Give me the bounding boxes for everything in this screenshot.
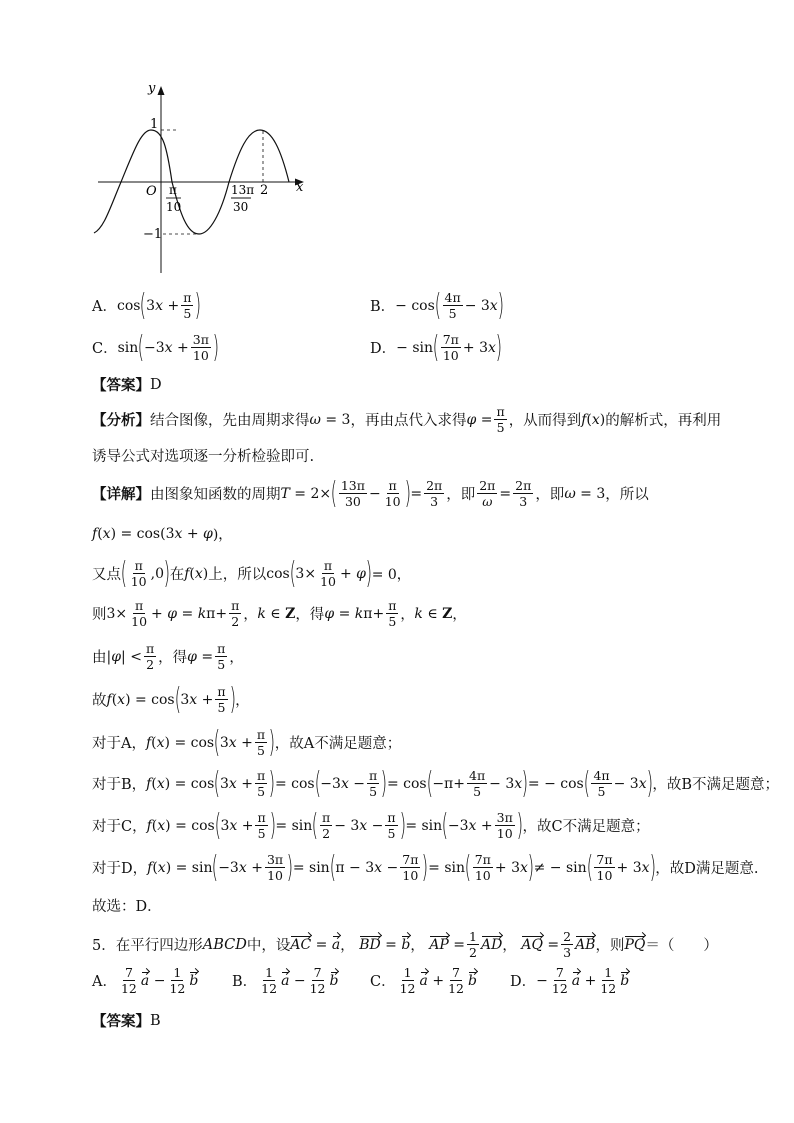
tick-1: 1 bbox=[150, 117, 159, 132]
q4-option-a-label: A． bbox=[92, 299, 117, 315]
detail-a-pre: 对于A， bbox=[92, 736, 146, 752]
origin-label: O bbox=[146, 184, 157, 199]
q4-option-b-formula: − cos ( $\frac{4\pi}{5}$ − 3 x ) bbox=[395, 287, 504, 323]
detail-text2: ，即 bbox=[446, 487, 476, 503]
detail-d-formula: f ( x ) = sin ( −3 x + $\frac{3\pi}{10}$ ) = sin ( π − 3 x − $\frac{7\pi}{10}$ ) = sin ( $\frac{7\pi}{10}$ + 3 x ) ≠ − sin ( $\frac{7\pi}{10}$ + 3 x ) bbox=[147, 849, 656, 885]
detail-tag: 【详解】 bbox=[92, 487, 150, 503]
omega-eq-3: ω = 3 bbox=[309, 411, 351, 428]
choice-text: 故选：D． bbox=[92, 899, 162, 915]
q4-detail-d bbox=[92, 849, 759, 885]
phi-eq-pi5: φ = $\frac{\pi}{5}$ bbox=[466, 404, 505, 435]
cos-eq-0: cos ( 3× $\frac{\pi}{10}$ + φ ) = 0， bbox=[266, 555, 411, 591]
fx-final: f ( x ) = cos ( 3 x + $\frac{\pi}{5}$ ) ， bbox=[106, 681, 250, 717]
q5-option-b-label: B． bbox=[232, 974, 258, 990]
detail-b-post: ，故B不满足题意； bbox=[652, 777, 779, 793]
detail-l4-b: ，得 bbox=[295, 607, 325, 623]
detail-c-formula: f ( x ) = cos ( 3 x + $\frac{\pi}{5}$ ) = sin ( $\frac{\pi}{2}$ − 3 x − $\frac{\pi}{5}$ ) = sin ( −3 x + $\frac{3\pi}{10}$ ) bbox=[146, 807, 523, 843]
q5-option-a bbox=[92, 965, 198, 996]
phi-eq-kpi: 3× $\frac{\pi}{10}$ + φ = k π+ $\frac{\pi}{2}$ ， k ∈ Z bbox=[106, 598, 296, 629]
q5-option-d-label: D． bbox=[510, 974, 537, 990]
tick-neg1: −1 bbox=[143, 227, 163, 242]
detail-a-formula: f ( x ) = cos ( 3 x + $\frac{\pi}{5}$ ) bbox=[145, 724, 276, 760]
tick-2: 2 bbox=[260, 183, 269, 198]
q5-answer bbox=[92, 1010, 161, 1031]
answer-tag: 【答案】 bbox=[92, 378, 150, 394]
period-eq: $\frac{2\pi}{\omega}$ = $\frac{2\pi}{3}$ bbox=[479, 478, 532, 509]
q5-stem-c: ，则 bbox=[595, 938, 625, 954]
q5-stem-d: ＝（ ） bbox=[645, 938, 718, 954]
q4-detail-b bbox=[92, 765, 779, 801]
fx: f ( x ) bbox=[581, 411, 606, 428]
q5-stem bbox=[92, 929, 718, 960]
q4-analysis-line1 bbox=[92, 404, 721, 435]
analysis-line2: 诱导公式对选项逐一分析检验即可. bbox=[92, 449, 315, 465]
tick-pi10-den: 10 bbox=[166, 200, 182, 214]
q4-analysis-line2 bbox=[92, 445, 314, 466]
q5-option-c bbox=[370, 965, 477, 996]
detail-b-formula: f ( x ) = cos ( 3 x + $\frac{\pi}{5}$ ) = cos ( −3 x − $\frac{\pi}{5}$ ) = cos ( −π+ $\frac{4\pi}{5}$ − 3 x ) = − cos ( $\frac{4\pi}{5}$ − 3 x ) bbox=[146, 765, 653, 801]
fx-cos-phi: f ( x ) = cos(3 x + φ )， bbox=[92, 526, 233, 543]
analysis-text4: 的解析式，再利用 bbox=[605, 413, 722, 429]
q5-option-c-formula: $\frac{1}{12}$ a + $\frac{7}{12}$ b bbox=[399, 965, 477, 996]
phi-eq-kpi5: φ = k π+ $\frac{\pi}{5}$ ， k ∈ Z ， bbox=[324, 598, 467, 629]
detail-l6-a: 故 bbox=[92, 693, 107, 709]
analysis-text3: ，从而得到 bbox=[508, 413, 582, 429]
q5-option-a-label: A． bbox=[92, 974, 117, 990]
q4-option-c bbox=[92, 329, 220, 365]
q4-detail-line6 bbox=[92, 681, 250, 717]
detail-c-post: ，故C不满足题意； bbox=[522, 819, 650, 835]
analysis-text2: ，再由点代入求得 bbox=[350, 413, 467, 429]
q4-detail-line1 bbox=[92, 475, 649, 511]
q5-vectors: AC = a ， BD = b ， AP = $\frac{1}{2}$ AD ， AQ = $\frac{2}{3}$ AB bbox=[290, 929, 596, 960]
detail-a-post: ，故A不满足题意； bbox=[274, 736, 402, 752]
phi-pi5: φ = $\frac{\pi}{5}$ ， bbox=[187, 641, 244, 672]
detail-text4: ，所以 bbox=[605, 487, 649, 503]
q5-option-c-label: C． bbox=[370, 974, 396, 990]
q4-option-d-formula: − sin ( $\frac{7\pi}{10}$ + 3 x ) bbox=[396, 329, 502, 365]
detail-b-pre: 对于B， bbox=[92, 777, 147, 793]
q5-abcd: ABCD bbox=[202, 936, 247, 953]
q4-choice bbox=[92, 895, 162, 916]
detail-text3: ，即 bbox=[535, 487, 565, 503]
q5-pq: PQ bbox=[624, 936, 646, 953]
detail-l3-c: 上，所以 bbox=[208, 567, 267, 583]
cosine-graph bbox=[88, 78, 318, 278]
q5-stem-a: 5．在平行四边形 bbox=[92, 938, 203, 954]
q4-option-a-formula: cos ( 3 x + $\frac{\pi}{5}$ ) bbox=[116, 287, 202, 323]
q4-detail-a bbox=[92, 724, 402, 760]
detail-text1: 由图象知函数的周期 bbox=[150, 487, 281, 503]
q5-answer-value: B bbox=[150, 1012, 161, 1029]
detail-c-pre: 对于C， bbox=[92, 819, 147, 835]
abs-phi: | φ | < $\frac{\pi}{2}$ bbox=[106, 641, 155, 672]
tick-13pi30-den: 30 bbox=[233, 200, 249, 214]
tick-13pi30-num: 13π bbox=[231, 183, 255, 197]
detail-d-pre: 对于D， bbox=[92, 861, 148, 877]
q5-option-d-formula: − $\frac{7}{12}$ a + $\frac{1}{12}$ b bbox=[536, 965, 630, 996]
point-pi10: ( $\frac{\pi}{10}$ ,0 ) bbox=[120, 555, 171, 591]
q4-option-b bbox=[370, 287, 504, 323]
x-label: x bbox=[296, 180, 304, 195]
answer-value: D bbox=[150, 376, 162, 393]
y-label: y bbox=[148, 81, 156, 96]
q5-option-a-formula: $\frac{7}{12}$ a − $\frac{1}{12}$ b bbox=[120, 965, 199, 996]
q4-detail-line3 bbox=[92, 555, 411, 591]
q5-stem-b: 中，设 bbox=[246, 938, 291, 954]
q4-option-d bbox=[370, 329, 502, 365]
y-axis-arrow bbox=[158, 86, 165, 95]
q4-option-c-label: C． bbox=[92, 341, 118, 357]
fx2: f ( x ) bbox=[184, 565, 209, 582]
period-formula: T = 2× ( $\frac{13\pi}{30}$ − $\frac{\pi}{10}$ ) = $\frac{2\pi}{3}$ bbox=[280, 475, 443, 511]
detail-l3-b: 在 bbox=[169, 567, 185, 583]
q5-answer-tag: 【答案】 bbox=[92, 1014, 150, 1030]
detail-l5-b: ，得 bbox=[158, 650, 188, 666]
q5-option-b-formula: $\frac{1}{12}$ a − $\frac{7}{12}$ b bbox=[261, 965, 339, 996]
omega-3: ω = 3 bbox=[564, 485, 606, 502]
q4-option-b-label: B． bbox=[370, 299, 396, 315]
analysis-tag: 【分析】 bbox=[92, 413, 150, 429]
q4-option-d-label: D． bbox=[370, 341, 397, 357]
detail-d-post: ，故D满足题意. bbox=[655, 861, 759, 877]
q4-answer bbox=[92, 374, 162, 395]
detail-l4-a: 则 bbox=[92, 607, 107, 623]
q4-detail-c bbox=[92, 807, 650, 843]
q4-detail-line5 bbox=[92, 641, 243, 672]
tick-pi10-num: π bbox=[169, 183, 177, 197]
q5-option-b bbox=[232, 965, 338, 996]
q5-option-d bbox=[510, 965, 629, 996]
analysis-text1: 结合图像，先由周期求得 bbox=[150, 413, 310, 429]
q4-option-a bbox=[92, 287, 202, 323]
q4-detail-line2 bbox=[92, 524, 232, 544]
q4-option-c-formula: sin ( −3 x + $\frac{3\pi}{10}$ ) bbox=[117, 329, 220, 365]
detail-l5-a: 由 bbox=[92, 650, 107, 666]
detail-l3-a: 又点 bbox=[92, 567, 121, 583]
q4-detail-line4 bbox=[92, 598, 466, 629]
